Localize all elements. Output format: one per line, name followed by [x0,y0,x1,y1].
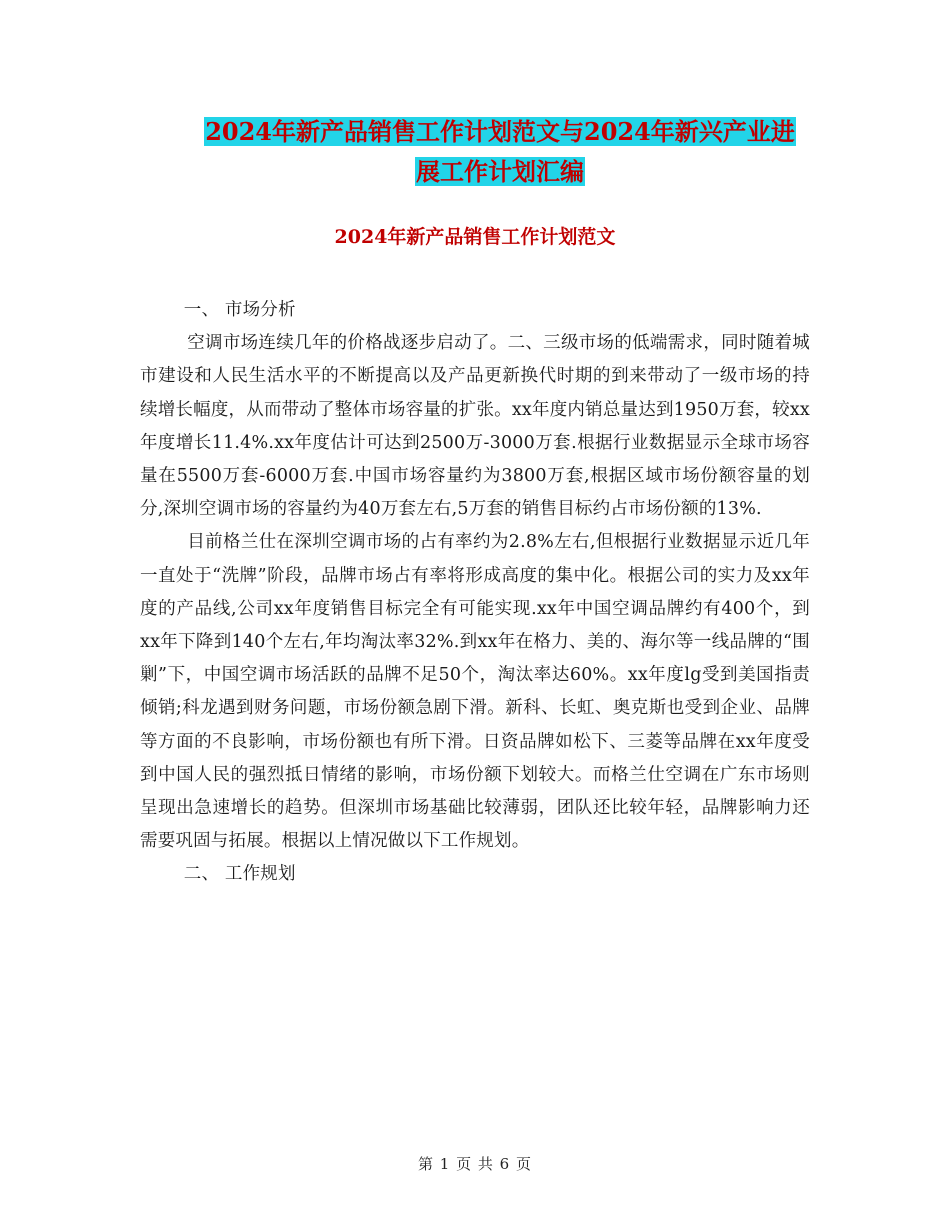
heading-market-analysis: 一、 市场分析 [183,300,296,320]
paragraph-market-size: 空调市场连续几年的价格战逐步启动了。二、三级市场的低端需求，同时随着城市建设和人民生活水平的不断提高以及产品更新换代时期的到来带动了一级市场的持续增长幅度，从而带动了整体市场容量的扩张。xx年度内销总量达到1950万套，较xx年度增长11.4%.xx年度估计可达到2500万-3000万套.根据行业数据显示全球市场容量在5500万套-6000万套.中国市场容量约为3800万套,根据区域市场份额容量的划分,深圳空调市场的容量约为40万套左右,5万套的销售目标约占市场份额的13%. [140,333,810,520]
document-title [100,112,900,192]
document-title-line-2: 展工作计划汇编 [416,157,584,186]
page-footer: 第 1 页 共 6 页 [418,1155,532,1173]
heading-work-plan: 二、 工作规划 [183,864,296,885]
document-body [140,294,810,892]
paragraph-market-share: 目前格兰仕在深圳空调市场的占有率约为2.8%左右,但根据行业数据显示近几年一直处于“洗牌”阶段，品牌市场占有率将形成高度的集中化。根据公司的实力及xx年度的产品线,公司xx年度销售目标完全有可能实现.xx年中国空调品牌约有400个，到xx年下降到140个左右,年均淘汰率32%.到xx年在格力、美的、海尔等一线品牌的“围剿”下，中国空调市场活跃的品牌不足50个，淘汰率达60%。xx年度lg受到美国指责倾销;科龙遇到财务问题，市场份额急剧下滑。新科、长虹、奥克斯也受到企业、品牌等方面的不良影响，市场份额也有所下滑。日资品牌如松下、三菱等品牌在xx年度受到中国人民的强烈抵日情绪的影响，市场份额下划较大。而格兰仕空调在广东市场则呈现出急速增长的趋势。但深圳市场基础比较薄弱，团队还比较年轻，品牌影响力还需要巩固与拓展。根据以上情况做以下工作规划。 [140,532,810,852]
section-title: 2024年新产品销售工作计划范文 [334,226,616,248]
document-title-line-1: 2024年新产品销售工作计划范文与2024年新兴产业进 [205,117,795,146]
